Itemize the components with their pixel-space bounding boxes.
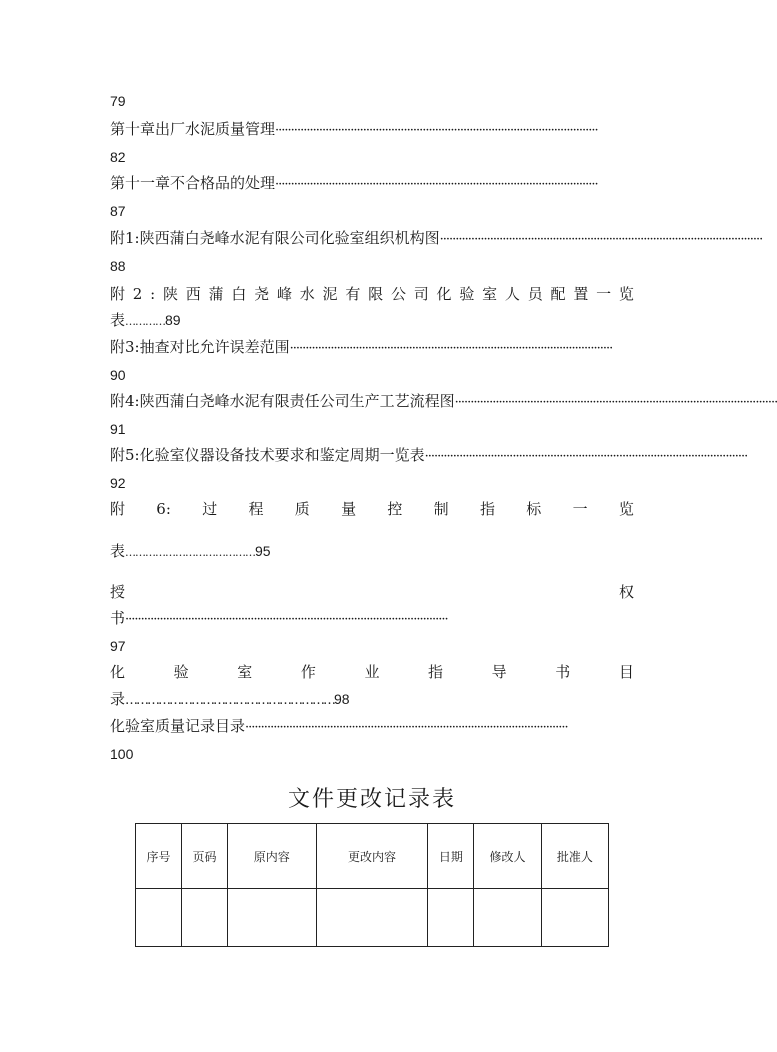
- table-cell: [181, 889, 227, 947]
- toc-entry-work-guide: [110, 662, 634, 682]
- toc-entry-authorization-cont: [110, 608, 634, 630]
- toc-char: 目: [618, 663, 634, 681]
- toc-char: 附: [110, 285, 126, 303]
- toc-page-number: 92: [110, 475, 126, 491]
- toc-entry-title: 表: [110, 311, 126, 329]
- toc-entry-title: 第十章出厂水泥质量管理: [110, 120, 276, 138]
- toc-entry-authorization: [110, 582, 634, 602]
- toc-page-number: 98: [334, 691, 350, 707]
- toc-char: 白: [231, 285, 247, 303]
- toc-leader-dots: ·······································································································: [125, 612, 448, 627]
- toc-char: 过: [202, 500, 218, 518]
- toc-entry-title: 表: [110, 542, 126, 560]
- toc-entry-chapter-11: [110, 173, 634, 195]
- toc-char: 书: [555, 663, 571, 681]
- toc-entry-title: 附3:抽查对比允许误差范围: [110, 338, 290, 356]
- toc-char: 尧: [254, 285, 270, 303]
- toc-char: 一: [596, 285, 612, 303]
- toc-entry-title: 化验室质量记录目录: [110, 717, 246, 735]
- toc-char: 峰: [276, 285, 292, 303]
- toc-char: 导: [491, 663, 507, 681]
- toc-char: 授: [110, 583, 126, 601]
- toc-char: 西: [185, 285, 201, 303]
- toc-char: 附: [110, 500, 126, 518]
- toc-char: 水: [299, 285, 315, 303]
- toc-leader-dots: ·······································································································: [275, 177, 598, 192]
- toc-page-number: 100: [110, 746, 134, 762]
- toc-entry-appendix-2-cont: [110, 310, 181, 332]
- toc-char: 指: [479, 500, 495, 518]
- toc-page-number: 88: [110, 258, 126, 274]
- toc-char: 制: [433, 500, 449, 518]
- table-cell: [227, 889, 316, 947]
- toc-char: 化: [436, 285, 452, 303]
- toc-entry-appendix-5: [110, 445, 748, 467]
- toc-page-number: 97: [110, 638, 126, 654]
- toc-leader-dots: …………: [125, 315, 166, 328]
- toc-char: :: [150, 285, 156, 303]
- toc-char: 指: [428, 663, 444, 681]
- toc-char: 室: [237, 663, 253, 681]
- toc-leader-dots: ·······································································································: [454, 395, 777, 410]
- toc-entry-appendix-2: [110, 284, 634, 304]
- toc-char: 蒲: [208, 285, 224, 303]
- toc-char: 2: [132, 285, 143, 303]
- toc-page-number: 79: [110, 93, 126, 109]
- toc-entry-quality-records: [110, 716, 634, 738]
- toc-char: 陕: [162, 285, 178, 303]
- toc-char: 程: [248, 500, 264, 518]
- toc-char: 室: [482, 285, 498, 303]
- toc-entry-title: 录: [110, 690, 126, 708]
- toc-page-number: 90: [110, 367, 126, 383]
- toc-char: 作: [300, 663, 316, 681]
- toc-char: 泥: [322, 285, 338, 303]
- column-header: 页码: [181, 824, 227, 889]
- change-log-table: [135, 823, 609, 947]
- toc-char: 人: [504, 285, 520, 303]
- toc-char: 标: [526, 500, 542, 518]
- toc-char: 质: [294, 500, 310, 518]
- toc-char: 一: [572, 500, 588, 518]
- toc-char: 公: [390, 285, 406, 303]
- toc-page-number: 91: [110, 421, 126, 437]
- column-header: 日期: [428, 824, 474, 889]
- table-row: [136, 889, 609, 947]
- toc-leader-dots: …………………………………………………: [125, 693, 335, 708]
- toc-leader-dots: ·······································································································: [245, 720, 568, 735]
- toc-char: 配: [550, 285, 566, 303]
- toc-char: 员: [527, 285, 543, 303]
- toc-char: 览: [618, 285, 634, 303]
- toc-entry-appendix-4: [110, 391, 777, 413]
- toc-page-number: 89: [165, 312, 181, 328]
- column-header: 修改人: [474, 824, 541, 889]
- column-header: 批准人: [541, 824, 608, 889]
- toc-char: 控: [387, 500, 403, 518]
- toc-char: 览: [618, 500, 634, 518]
- column-header: 原内容: [227, 824, 316, 889]
- toc-leader-dots: ·······································································································: [275, 123, 598, 138]
- toc-char: 业: [364, 663, 380, 681]
- column-header: 序号: [136, 824, 182, 889]
- toc-entry-title: 第十一章不合格品的处理: [110, 174, 276, 192]
- toc-char: 验: [173, 663, 189, 681]
- toc-entry-title: 附5:化验室仪器设备技术要求和鉴定周期一览表: [110, 446, 425, 464]
- table-header-row: [136, 824, 609, 889]
- column-header: 更改内容: [316, 824, 428, 889]
- table-cell: [474, 889, 541, 947]
- toc-char: 置: [573, 285, 589, 303]
- toc-leader-dots: ·······································································································: [439, 232, 763, 247]
- toc-char: 有: [345, 285, 361, 303]
- toc-leader-dots: ·······································································································: [289, 341, 613, 356]
- toc-char: 司: [413, 285, 429, 303]
- table-cell: [316, 889, 428, 947]
- table-cell: [136, 889, 182, 947]
- toc-leader-dots: ·······································································································: [424, 449, 748, 464]
- toc-entry-title: 附4:陕西蒲白尧峰水泥有限责任公司生产工艺流程图: [110, 392, 455, 410]
- toc-page-number: 82: [110, 149, 126, 165]
- toc-char: 6:: [156, 500, 171, 518]
- toc-leader-dots: …………………………………: [125, 546, 256, 559]
- toc-char: 验: [459, 285, 475, 303]
- toc-entry-appendix-3: [110, 337, 634, 359]
- toc-page-number: 95: [255, 543, 271, 559]
- toc-char: 化: [110, 663, 126, 681]
- toc-char: 限: [368, 285, 384, 303]
- table-cell: [428, 889, 474, 947]
- toc-entry-title: 书: [110, 609, 126, 627]
- toc-char: 权: [618, 583, 634, 601]
- change-log-title: 文件更改记录表: [287, 787, 456, 812]
- toc-entry-appendix-6-cont: [110, 541, 271, 563]
- toc-page-number: 87: [110, 203, 126, 219]
- toc-char: 量: [341, 500, 357, 518]
- table-cell: [541, 889, 608, 947]
- toc-entry-appendix-6: [110, 499, 634, 519]
- toc-entry-chapter-10: [110, 119, 634, 141]
- toc-entry-appendix-1: [110, 228, 763, 250]
- toc-entry-title: 附1:陕西蒲白尧峰水泥有限公司化验室组织机构图: [110, 229, 440, 247]
- toc-entry-work-guide-cont: [110, 689, 350, 711]
